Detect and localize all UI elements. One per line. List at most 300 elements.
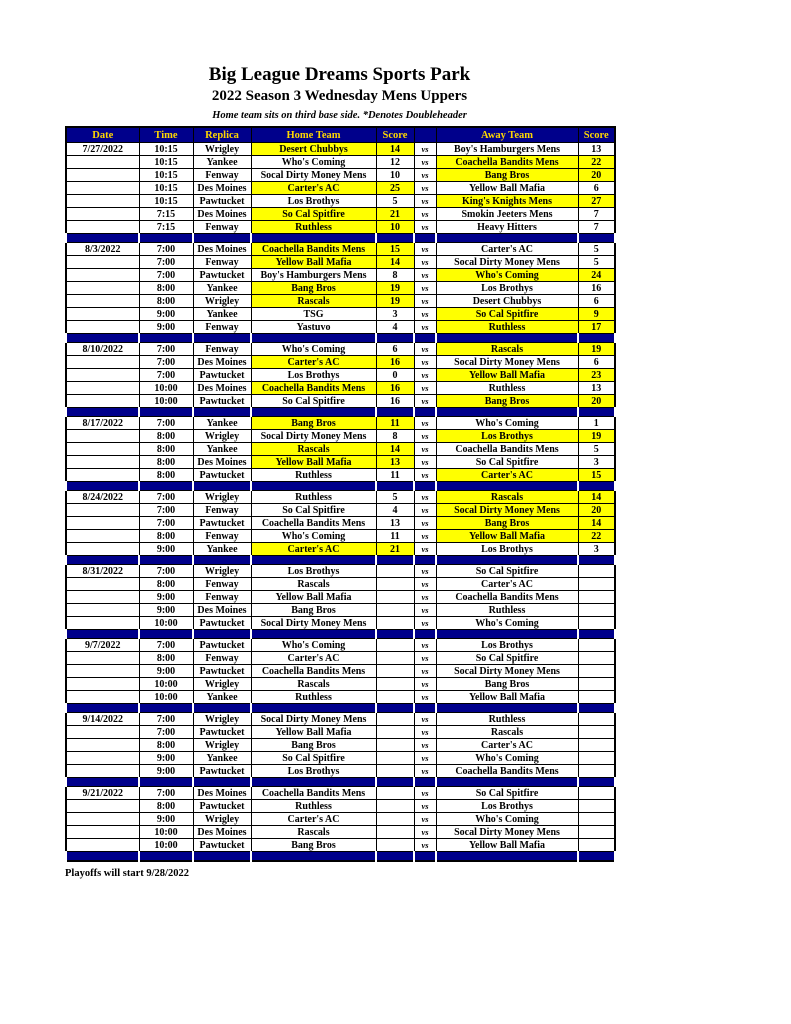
game-row xyxy=(66,813,615,826)
replica-cell: Yankee xyxy=(193,691,251,704)
date-cell: 8/17/2022 xyxy=(66,417,139,430)
home-team-cell: Who's Coming xyxy=(251,156,376,169)
away-team-cell: Coachella Bandits Mens xyxy=(436,443,578,456)
game-row xyxy=(66,739,615,752)
home-team-cell: So Cal Spitfire xyxy=(251,504,376,517)
away-team-cell: Bang Bros xyxy=(436,395,578,408)
game-row xyxy=(66,491,615,504)
vs-cell: vs xyxy=(414,543,436,556)
vs-cell: vs xyxy=(414,156,436,169)
away-score-cell xyxy=(578,565,615,578)
column-header-time: Time xyxy=(139,127,193,143)
separator-cell xyxy=(66,704,139,713)
game-row xyxy=(66,382,615,395)
away-score-cell: 7 xyxy=(578,208,615,221)
away-score-cell xyxy=(578,713,615,726)
away-score-cell: 5 xyxy=(578,256,615,269)
home-team-cell: Coachella Bandits Mens xyxy=(251,382,376,395)
replica-cell: Yankee xyxy=(193,417,251,430)
replica-cell: Wrigley xyxy=(193,430,251,443)
date-cell: 8/24/2022 xyxy=(66,491,139,504)
separator-cell xyxy=(578,556,615,565)
away-score-cell xyxy=(578,652,615,665)
home-score-cell xyxy=(376,800,414,813)
home-team-cell: Carter's AC xyxy=(251,652,376,665)
date-cell xyxy=(66,208,139,221)
game-row xyxy=(66,308,615,321)
column-header-vs xyxy=(414,127,436,143)
vs-cell: vs xyxy=(414,269,436,282)
home-team-cell: Who's Coming xyxy=(251,639,376,652)
vs-cell: vs xyxy=(414,839,436,852)
home-score-cell: 8 xyxy=(376,430,414,443)
home-team-cell: Yellow Ball Mafia xyxy=(251,256,376,269)
home-team-cell: Who's Coming xyxy=(251,343,376,356)
separator-row xyxy=(66,630,615,639)
time-cell: 10:00 xyxy=(139,826,193,839)
vs-cell: vs xyxy=(414,430,436,443)
separator-cell xyxy=(376,482,414,491)
vs-cell: vs xyxy=(414,491,436,504)
game-row xyxy=(66,369,615,382)
game-row xyxy=(66,765,615,778)
away-score-cell: 22 xyxy=(578,530,615,543)
away-team-cell: Bang Bros xyxy=(436,678,578,691)
home-score-cell: 0 xyxy=(376,369,414,382)
home-score-cell: 11 xyxy=(376,469,414,482)
away-team-cell: Yellow Ball Mafia xyxy=(436,839,578,852)
home-score-cell xyxy=(376,765,414,778)
time-cell: 10:15 xyxy=(139,195,193,208)
date-cell xyxy=(66,156,139,169)
separator-cell xyxy=(251,630,376,639)
time-cell: 9:00 xyxy=(139,813,193,826)
home-team-cell: Yellow Ball Mafia xyxy=(251,591,376,604)
separator-cell xyxy=(436,408,578,417)
date-cell: 8/10/2022 xyxy=(66,343,139,356)
date-cell xyxy=(66,726,139,739)
separator-cell xyxy=(66,630,139,639)
away-score-cell: 3 xyxy=(578,543,615,556)
date-cell xyxy=(66,369,139,382)
game-row xyxy=(66,800,615,813)
away-score-cell: 9 xyxy=(578,308,615,321)
game-row xyxy=(66,530,615,543)
date-cell xyxy=(66,604,139,617)
replica-cell: Fenway xyxy=(193,652,251,665)
game-row xyxy=(66,839,615,852)
away-team-cell: Los Brothys xyxy=(436,282,578,295)
time-cell: 7:00 xyxy=(139,369,193,382)
separator-cell xyxy=(436,234,578,243)
date-cell xyxy=(66,578,139,591)
home-team-cell: Rascals xyxy=(251,826,376,839)
game-row xyxy=(66,282,615,295)
date-cell xyxy=(66,382,139,395)
game-row xyxy=(66,195,615,208)
replica-cell: Pawtucket xyxy=(193,369,251,382)
separator-cell xyxy=(436,852,578,861)
vs-cell: vs xyxy=(414,565,436,578)
vs-cell: vs xyxy=(414,826,436,839)
time-cell: 9:00 xyxy=(139,321,193,334)
home-score-cell: 13 xyxy=(376,456,414,469)
away-score-cell: 19 xyxy=(578,430,615,443)
away-score-cell: 16 xyxy=(578,282,615,295)
away-team-cell: Los Brothys xyxy=(436,543,578,556)
vs-cell: vs xyxy=(414,530,436,543)
home-team-cell: TSG xyxy=(251,308,376,321)
away-score-cell: 14 xyxy=(578,491,615,504)
replica-cell: Fenway xyxy=(193,343,251,356)
date-cell xyxy=(66,221,139,234)
game-row xyxy=(66,417,615,430)
away-score-cell: 20 xyxy=(578,395,615,408)
home-score-cell xyxy=(376,652,414,665)
vs-cell: vs xyxy=(414,417,436,430)
vs-cell: vs xyxy=(414,143,436,156)
away-score-cell xyxy=(578,787,615,800)
separator-cell xyxy=(193,556,251,565)
home-team-cell: Socal Dirty Money Mens xyxy=(251,617,376,630)
home-team-cell: Who's Coming xyxy=(251,530,376,543)
vs-cell: vs xyxy=(414,443,436,456)
home-team-cell: Los Brothys xyxy=(251,369,376,382)
away-team-cell: So Cal Spitfire xyxy=(436,565,578,578)
date-cell xyxy=(66,800,139,813)
game-row xyxy=(66,691,615,704)
home-team-cell: Bang Bros xyxy=(251,604,376,617)
away-team-cell: Ruthless xyxy=(436,382,578,395)
game-row xyxy=(66,543,615,556)
replica-cell: Des Moines xyxy=(193,787,251,800)
separator-cell xyxy=(139,234,193,243)
away-team-cell: Yellow Ball Mafia xyxy=(436,182,578,195)
away-score-cell: 19 xyxy=(578,343,615,356)
home-team-cell: Ruthless xyxy=(251,691,376,704)
replica-cell: Pawtucket xyxy=(193,800,251,813)
replica-cell: Yankee xyxy=(193,443,251,456)
home-score-cell: 16 xyxy=(376,382,414,395)
home-score-cell: 5 xyxy=(376,195,414,208)
separator-cell xyxy=(376,852,414,861)
home-team-cell: Yastuvo xyxy=(251,321,376,334)
vs-cell: vs xyxy=(414,256,436,269)
vs-cell: vs xyxy=(414,356,436,369)
game-row xyxy=(66,169,615,182)
vs-cell: vs xyxy=(414,195,436,208)
date-cell xyxy=(66,356,139,369)
time-cell: 7:00 xyxy=(139,343,193,356)
away-team-cell: So Cal Spitfire xyxy=(436,652,578,665)
replica-cell: Fenway xyxy=(193,221,251,234)
replica-cell: Pawtucket xyxy=(193,517,251,530)
separator-cell xyxy=(193,482,251,491)
vs-cell: vs xyxy=(414,308,436,321)
time-cell: 8:00 xyxy=(139,652,193,665)
date-cell xyxy=(66,617,139,630)
separator-cell xyxy=(414,234,436,243)
date-cell xyxy=(66,591,139,604)
game-row xyxy=(66,443,615,456)
date-cell xyxy=(66,678,139,691)
game-row xyxy=(66,678,615,691)
separator-cell xyxy=(251,778,376,787)
away-team-cell: Coachella Bandits Mens xyxy=(436,591,578,604)
game-row xyxy=(66,182,615,195)
time-cell: 10:00 xyxy=(139,617,193,630)
vs-cell: vs xyxy=(414,321,436,334)
separator-cell xyxy=(578,408,615,417)
away-team-cell: Socal Dirty Money Mens xyxy=(436,826,578,839)
separator-cell xyxy=(193,234,251,243)
home-score-cell xyxy=(376,604,414,617)
away-team-cell: Rascals xyxy=(436,726,578,739)
game-row xyxy=(66,787,615,800)
separator-row xyxy=(66,408,615,417)
away-score-cell xyxy=(578,800,615,813)
date-cell: 7/27/2022 xyxy=(66,143,139,156)
page-note: Home team sits on third base side. *Denotes Doubleheader xyxy=(212,109,467,121)
vs-cell: vs xyxy=(414,221,436,234)
separator-cell xyxy=(414,778,436,787)
away-score-cell xyxy=(578,826,615,839)
time-cell: 10:00 xyxy=(139,839,193,852)
away-score-cell xyxy=(578,591,615,604)
game-row xyxy=(66,395,615,408)
home-score-cell: 25 xyxy=(376,182,414,195)
home-team-cell: So Cal Spitfire xyxy=(251,208,376,221)
home-score-cell: 4 xyxy=(376,321,414,334)
column-header-date: Date xyxy=(66,127,139,143)
away-team-cell: Ruthless xyxy=(436,321,578,334)
home-score-cell xyxy=(376,565,414,578)
home-team-cell: Rascals xyxy=(251,443,376,456)
home-score-cell xyxy=(376,787,414,800)
home-team-cell: Coachella Bandits Mens xyxy=(251,787,376,800)
time-cell: 9:00 xyxy=(139,765,193,778)
away-team-cell: Los Brothys xyxy=(436,430,578,443)
away-team-cell: Who's Coming xyxy=(436,617,578,630)
schedule-table-header xyxy=(66,127,615,143)
game-row xyxy=(66,430,615,443)
replica-cell: Des Moines xyxy=(193,456,251,469)
vs-cell: vs xyxy=(414,282,436,295)
home-team-cell: Bang Bros xyxy=(251,839,376,852)
home-score-cell: 19 xyxy=(376,295,414,308)
separator-cell xyxy=(578,234,615,243)
separator-row xyxy=(66,334,615,343)
game-row xyxy=(66,456,615,469)
schedule-table xyxy=(65,126,616,862)
home-score-cell xyxy=(376,691,414,704)
separator-row xyxy=(66,234,615,243)
separator-cell xyxy=(251,556,376,565)
separator-cell xyxy=(414,556,436,565)
date-cell xyxy=(66,752,139,765)
game-row xyxy=(66,752,615,765)
date-cell xyxy=(66,182,139,195)
date-cell xyxy=(66,308,139,321)
separator-row xyxy=(66,556,615,565)
separator-row xyxy=(66,482,615,491)
time-cell: 10:00 xyxy=(139,678,193,691)
separator-cell xyxy=(193,852,251,861)
page-subtitle: 2022 Season 3 Wednesday Mens Uppers xyxy=(211,87,468,104)
date-cell xyxy=(66,504,139,517)
separator-cell xyxy=(251,482,376,491)
away-team-cell: Who's Coming xyxy=(436,752,578,765)
home-score-cell: 21 xyxy=(376,543,414,556)
time-cell: 8:00 xyxy=(139,739,193,752)
away-score-cell xyxy=(578,578,615,591)
separator-cell xyxy=(376,630,414,639)
replica-cell: Wrigley xyxy=(193,678,251,691)
time-cell: 7:00 xyxy=(139,256,193,269)
date-cell xyxy=(66,665,139,678)
time-cell: 8:00 xyxy=(139,469,193,482)
time-cell: 9:00 xyxy=(139,752,193,765)
date-cell xyxy=(66,395,139,408)
separator-cell xyxy=(578,852,615,861)
date-cell xyxy=(66,321,139,334)
date-cell xyxy=(66,295,139,308)
home-score-cell: 11 xyxy=(376,530,414,543)
away-team-cell: Carter's AC xyxy=(436,739,578,752)
away-team-cell: King's Knights Mens xyxy=(436,195,578,208)
game-row xyxy=(66,143,615,156)
away-team-cell: Socal Dirty Money Mens xyxy=(436,256,578,269)
vs-cell: vs xyxy=(414,652,436,665)
vs-cell: vs xyxy=(414,517,436,530)
home-team-cell: Carter's AC xyxy=(251,543,376,556)
home-team-cell: Bang Bros xyxy=(251,282,376,295)
away-score-cell: 27 xyxy=(578,195,615,208)
home-score-cell: 11 xyxy=(376,417,414,430)
home-team-cell: Los Brothys xyxy=(251,565,376,578)
date-cell xyxy=(66,195,139,208)
home-score-cell xyxy=(376,639,414,652)
time-cell: 10:00 xyxy=(139,382,193,395)
away-team-cell: Rascals xyxy=(436,343,578,356)
home-score-cell: 16 xyxy=(376,395,414,408)
vs-cell: vs xyxy=(414,208,436,221)
home-score-cell: 21 xyxy=(376,208,414,221)
away-score-cell: 3 xyxy=(578,456,615,469)
away-team-cell: Ruthless xyxy=(436,604,578,617)
time-cell: 10:15 xyxy=(139,143,193,156)
time-cell: 8:00 xyxy=(139,295,193,308)
date-cell xyxy=(66,739,139,752)
column-header-home-team: Home Team xyxy=(251,127,376,143)
separator-cell xyxy=(193,408,251,417)
date-cell xyxy=(66,517,139,530)
separator-cell xyxy=(139,778,193,787)
home-score-cell: 4 xyxy=(376,504,414,517)
replica-cell: Pawtucket xyxy=(193,839,251,852)
away-score-cell: 6 xyxy=(578,182,615,195)
separator-cell xyxy=(414,334,436,343)
time-cell: 10:00 xyxy=(139,691,193,704)
column-header-away-team: Away Team xyxy=(436,127,578,143)
home-team-cell: Los Brothys xyxy=(251,195,376,208)
away-team-cell: Socal Dirty Money Mens xyxy=(436,356,578,369)
time-cell: 7:00 xyxy=(139,491,193,504)
game-row xyxy=(66,208,615,221)
vs-cell: vs xyxy=(414,469,436,482)
date-cell: 9/14/2022 xyxy=(66,713,139,726)
vs-cell: vs xyxy=(414,295,436,308)
vs-cell: vs xyxy=(414,691,436,704)
away-team-cell: Carter's AC xyxy=(436,469,578,482)
vs-cell: vs xyxy=(414,713,436,726)
away-team-cell: Ruthless xyxy=(436,713,578,726)
away-team-cell: Rascals xyxy=(436,491,578,504)
separator-cell xyxy=(66,408,139,417)
home-score-cell xyxy=(376,617,414,630)
home-score-cell: 5 xyxy=(376,491,414,504)
replica-cell: Fenway xyxy=(193,578,251,591)
home-team-cell: Rascals xyxy=(251,295,376,308)
home-team-cell: Coachella Bandits Mens xyxy=(251,243,376,256)
separator-cell xyxy=(578,630,615,639)
home-score-cell: 14 xyxy=(376,256,414,269)
away-score-cell: 15 xyxy=(578,469,615,482)
away-team-cell: Who's Coming xyxy=(436,813,578,826)
home-team-cell: Coachella Bandits Mens xyxy=(251,665,376,678)
home-team-cell: Socal Dirty Money Mens xyxy=(251,713,376,726)
separator-cell xyxy=(193,704,251,713)
game-row xyxy=(66,826,615,839)
separator-cell xyxy=(193,778,251,787)
time-cell: 7:00 xyxy=(139,713,193,726)
away-score-cell: 7 xyxy=(578,221,615,234)
home-team-cell: Yellow Ball Mafia xyxy=(251,456,376,469)
away-score-cell: 14 xyxy=(578,517,615,530)
game-row xyxy=(66,652,615,665)
replica-cell: Pawtucket xyxy=(193,765,251,778)
replica-cell: Des Moines xyxy=(193,356,251,369)
time-cell: 7:00 xyxy=(139,504,193,517)
separator-cell xyxy=(139,556,193,565)
time-cell: 7:00 xyxy=(139,726,193,739)
game-row xyxy=(66,321,615,334)
replica-cell: Des Moines xyxy=(193,243,251,256)
away-score-cell: 6 xyxy=(578,356,615,369)
away-team-cell: Carter's AC xyxy=(436,243,578,256)
game-row xyxy=(66,256,615,269)
home-score-cell xyxy=(376,591,414,604)
document-content xyxy=(65,0,614,879)
date-cell xyxy=(66,443,139,456)
home-team-cell: Coachella Bandits Mens xyxy=(251,517,376,530)
game-row xyxy=(66,343,615,356)
date-cell xyxy=(66,269,139,282)
replica-cell: Pawtucket xyxy=(193,395,251,408)
home-score-cell: 12 xyxy=(376,156,414,169)
game-row xyxy=(66,617,615,630)
game-row xyxy=(66,578,615,591)
replica-cell: Pawtucket xyxy=(193,617,251,630)
game-row xyxy=(66,469,615,482)
separator-cell xyxy=(251,704,376,713)
away-score-cell xyxy=(578,665,615,678)
vs-cell: vs xyxy=(414,382,436,395)
vs-cell: vs xyxy=(414,369,436,382)
home-score-cell xyxy=(376,726,414,739)
separator-cell xyxy=(251,234,376,243)
away-team-cell: Bang Bros xyxy=(436,169,578,182)
